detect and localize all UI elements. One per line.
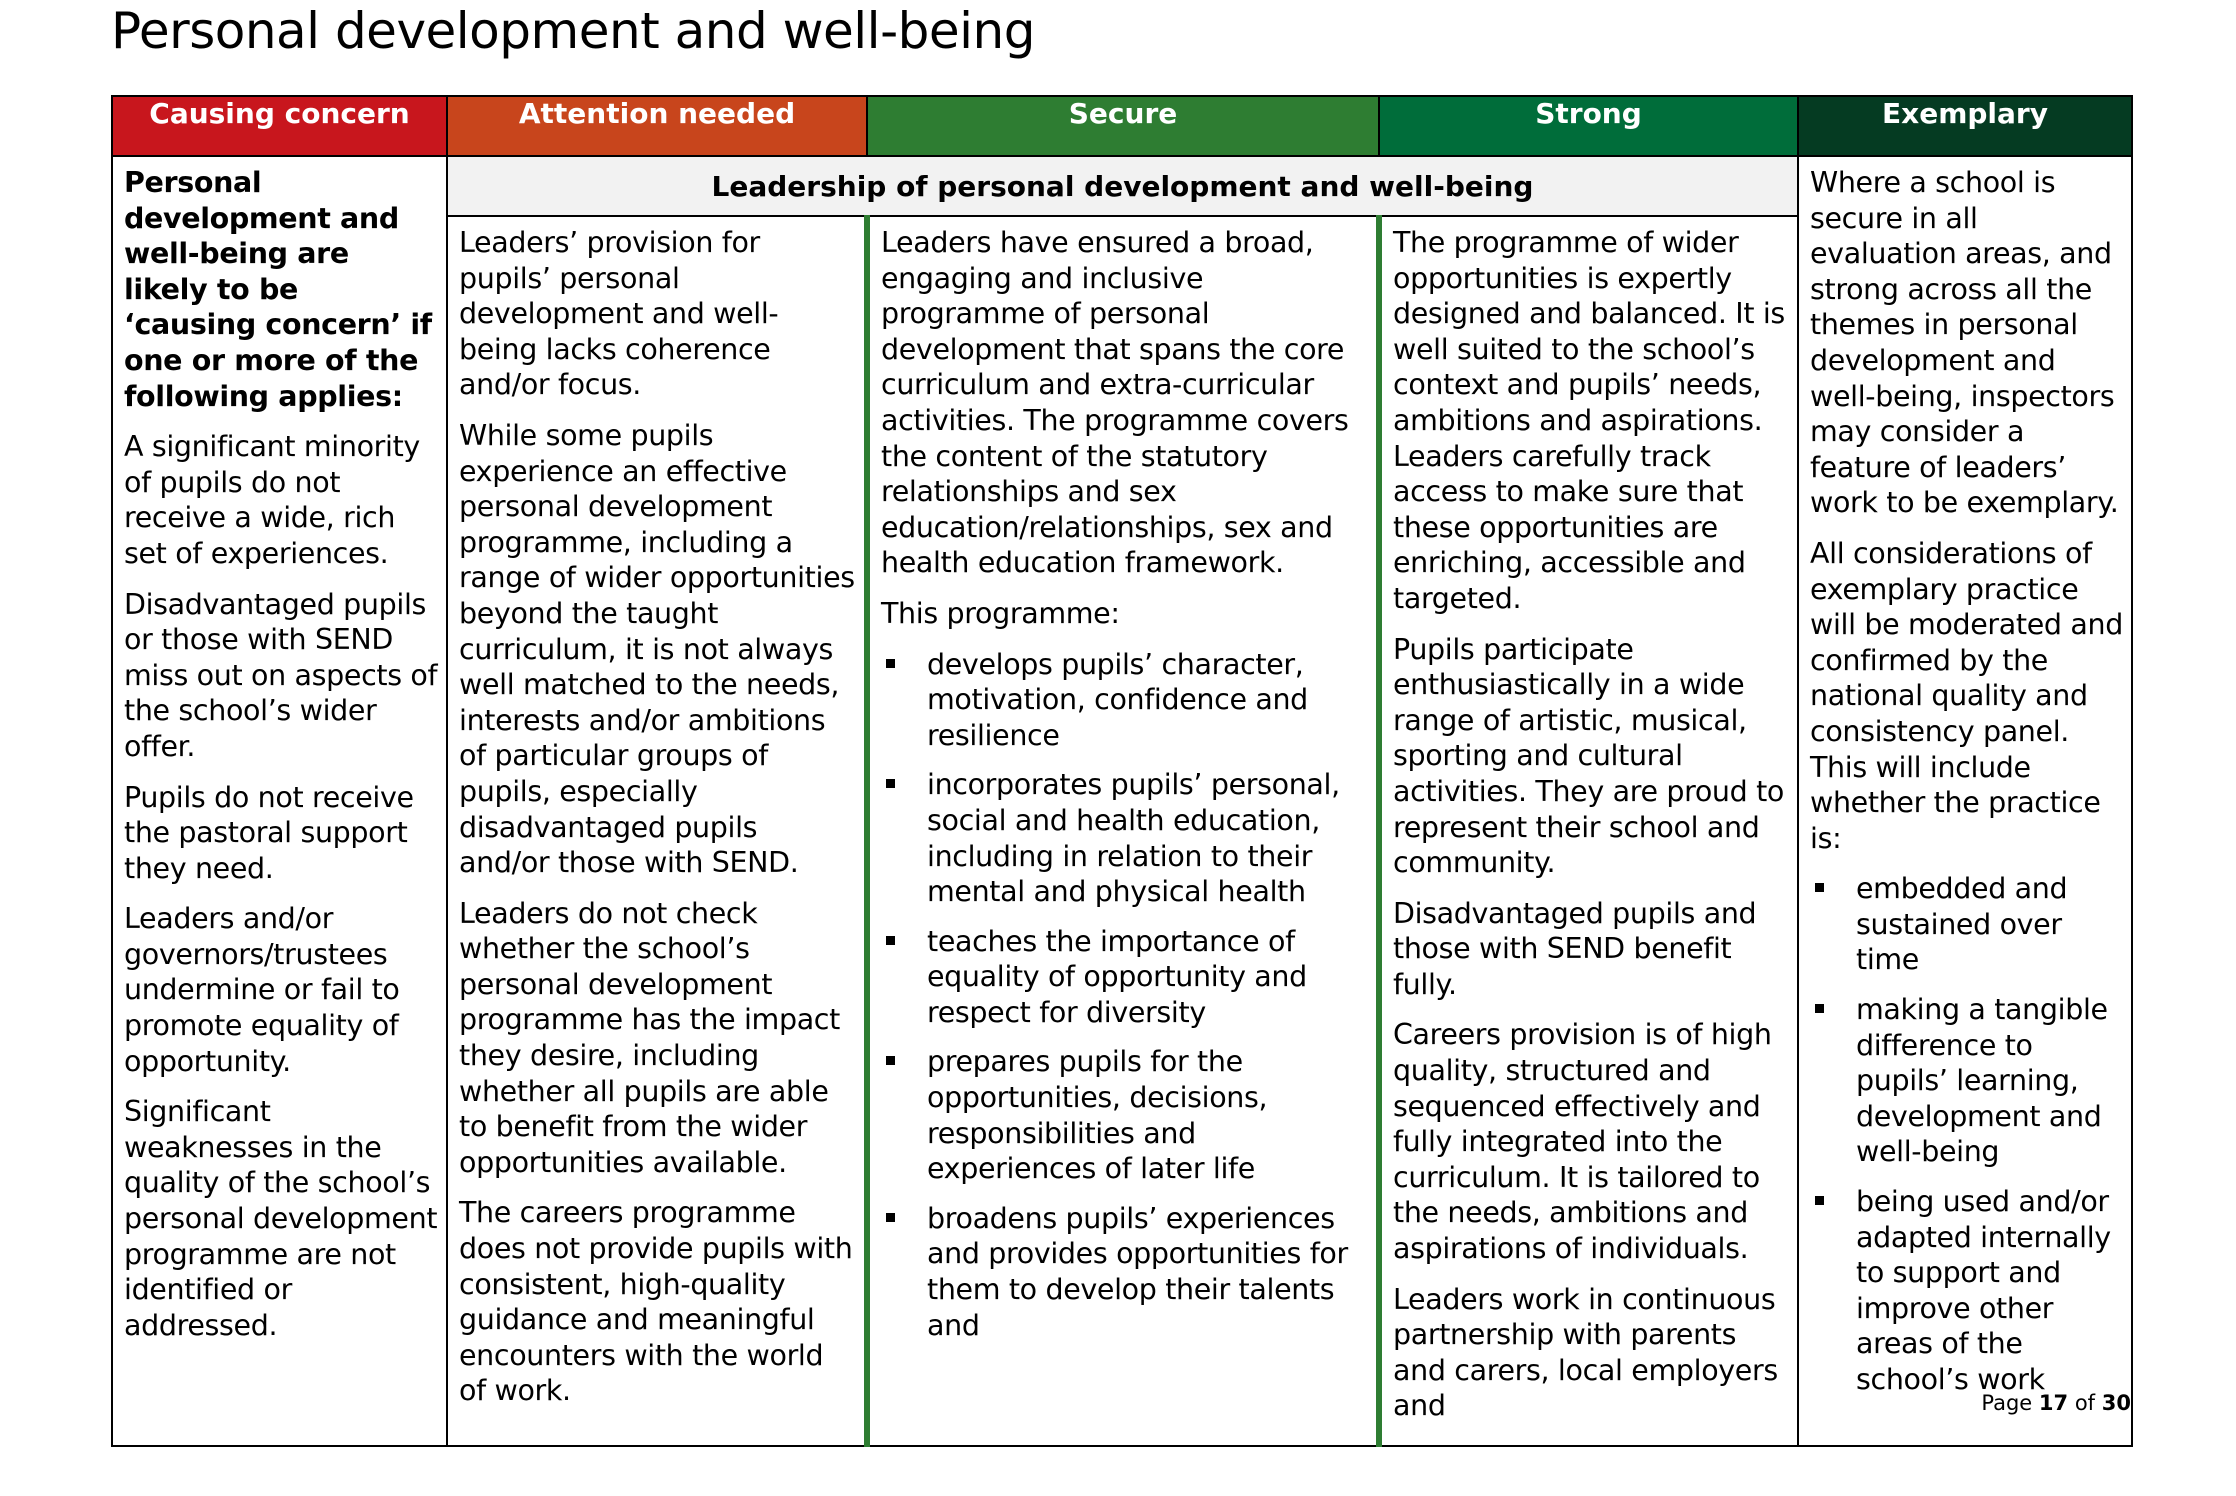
bullet-item — [1810, 992, 2123, 1170]
square-bullet-icon — [886, 659, 895, 668]
header-causing-concern: Causing concern — [112, 96, 447, 156]
causing-concern-intro: Personal development and well-being are likely to be ‘causing concern’ if one or more of the following applies: — [124, 166, 432, 413]
secure-cell — [867, 216, 1379, 1446]
bullet-item — [881, 1044, 1368, 1186]
paragraph: All considerations of exemplary practice will be moderated and confirmed by the national quality and consistency panel. This will include whether the practice is: — [1810, 536, 2123, 855]
square-bullet-icon — [1815, 883, 1824, 892]
paragraph: While some pupils experience an effective personal development programme, including a range of wider opportunities beyond the taught curriculum, it is not always well matched to the needs, interests and/or ambitions of particular groups of pupils, especially disadvantaged pupils and/or those with SEND. — [459, 418, 855, 880]
paragraph: Where a school is secure in all evaluation areas, and strong across all the themes in personal development and well-being, inspectors may consider a feature of leaders’ work to be exemplary. — [1810, 166, 2119, 520]
header-secure: Secure — [867, 96, 1379, 156]
page-title: Personal development and well-being — [111, 2, 1035, 60]
bullet-item — [881, 1201, 1368, 1343]
causing-concern-cell — [112, 156, 447, 1446]
bullet-text: making a tangible difference to pupils’ learning, development and well-being — [1856, 993, 2108, 1169]
page-footer — [1981, 1391, 2131, 1415]
causing-concern-list — [124, 429, 438, 1343]
header-exemplary: Exemplary — [1798, 96, 2132, 156]
secure-paragraphs — [881, 225, 1368, 632]
subheading-row — [112, 156, 2132, 216]
footer-prefix: Page — [1981, 1391, 2033, 1415]
bullet-item — [881, 924, 1368, 1031]
attention-needed-cell — [447, 216, 867, 1446]
bullet-text: embedded and sustained over time — [1856, 872, 2068, 977]
footer-total-pages: 30 — [2101, 1391, 2131, 1415]
paragraph: Significant weaknesses in the quality of the school’s personal development programme are not identified or addressed. — [124, 1095, 438, 1342]
attention-needed-paragraphs — [459, 225, 856, 1409]
square-bullet-icon — [1815, 1004, 1824, 1013]
paragraph: Leaders work in continuous partnership with parents and carers, local employers and — [1393, 1282, 1778, 1423]
bullet-text: incorporates pupils’ personal, social and health education, including in relation to their mental and physical health — [927, 768, 1340, 909]
paragraph: Careers provision is of high quality, structured and sequenced effectively and fully integrated into the curriculum. It is tailored to the needs, ambitions and aspirations of individuals. — [1393, 1018, 1772, 1266]
bullet-item — [881, 767, 1368, 909]
exemplary-paragraphs — [1810, 165, 2123, 856]
strong-cell — [1379, 216, 1798, 1446]
footer-current-page: 17 — [2038, 1391, 2069, 1415]
header-row — [112, 96, 2132, 156]
paragraph: Disadvantaged pupils and those with SEND benefit fully. — [1393, 896, 1757, 1001]
header-attention-needed: Attention needed — [447, 96, 867, 156]
bullet-text: prepares pupils for the opportunities, decisions, responsibilities and experiences of later life — [927, 1045, 1268, 1186]
paragraph: Disadvantaged pupils or those with SEND miss out on aspects of the school’s wider offer. — [124, 587, 438, 763]
square-bullet-icon — [886, 936, 895, 945]
header-strong: Strong — [1379, 96, 1798, 156]
square-bullet-icon — [886, 1056, 895, 1065]
paragraph: Pupils participate enthusiastically in a wide range of artistic, musical, sporting and cultural activities. They are proud to represent their school and community. — [1393, 632, 1784, 880]
paragraph: Pupils do not receive the pastoral support they need. — [124, 780, 414, 885]
leadership-subheading: Leadership of personal development and well-being — [447, 156, 1798, 216]
strong-paragraphs — [1393, 225, 1789, 1424]
bullet-item — [1810, 871, 2123, 978]
paragraph: Leaders’ provision for pupils’ personal development and well-being lacks coherence and/or focus. — [459, 226, 779, 402]
exemplary-cell — [1798, 156, 2132, 1446]
bullet-text: teaches the importance of equality of opportunity and respect for diversity — [927, 924, 1307, 1029]
bullet-item — [1810, 1184, 2123, 1398]
paragraph: A significant minority of pupils do not receive a wide, rich set of experiences. — [124, 430, 420, 570]
rubric-table — [111, 95, 2133, 1447]
bullet-text: develops pupils’ character, motivation, confidence and resilience — [927, 647, 1308, 752]
paragraph: This programme: — [881, 596, 1120, 630]
bullet-text: broadens pupils’ experiences and provides opportunities for them to develop their talents and — [927, 1201, 1348, 1342]
square-bullet-icon — [1815, 1196, 1824, 1205]
paragraph: Leaders and/or governors/trustees undermine or fail to promote equality of opportunity. — [124, 902, 400, 1078]
paragraph: The programme of wider opportunities is expertly designed and balanced. It is well suited to the school’s context and pupils’ needs, ambitions and aspirations. Leaders carefully track access to make sure that these opportunities are enriching, accessible and targeted. — [1393, 226, 1785, 615]
square-bullet-icon — [886, 1213, 895, 1222]
exemplary-bullets — [1810, 871, 2123, 1397]
bullet-item — [881, 647, 1368, 754]
paragraph: Leaders have ensured a broad, engaging and inclusive programme of personal development that spans the core curriculum and extra-curricular activities. The programme covers the content of the statutory relationships and sex education/relationships, sex and health education framework. — [881, 226, 1349, 580]
paragraph: Leaders do not check whether the school’s personal development programme has the impact they desire, including whether all pupils are able to benefit from the wider opportunities available. — [459, 896, 840, 1179]
bullet-text: being used and/or adapted internally to support and improve other areas of the school’s work — [1856, 1185, 2111, 1396]
square-bullet-icon — [886, 779, 895, 788]
paragraph: The careers programme does not provide pupils with consistent, high-quality guidance and meaningful encounters with the world of work. — [459, 1196, 853, 1408]
secure-bullets — [881, 647, 1368, 1344]
footer-middle: of — [2074, 1391, 2096, 1415]
